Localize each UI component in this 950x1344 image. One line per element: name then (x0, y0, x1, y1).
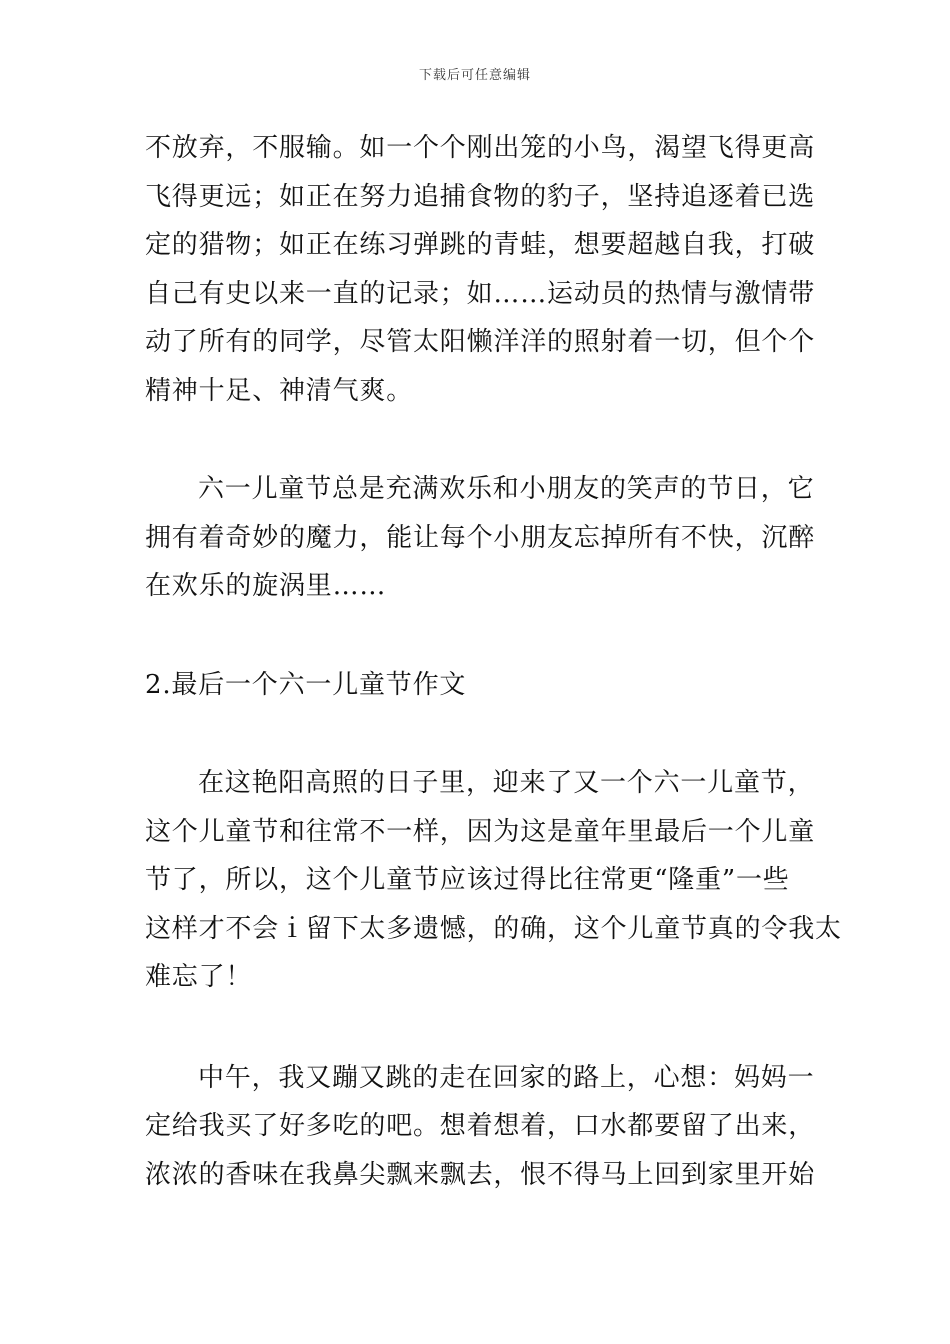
page-header: 下载后可任意编辑 (418, 68, 531, 83)
text-line: 动了所有的同学，尽管太阳懒洋洋的照射着一切，但个个 (145, 327, 816, 357)
text-line: 难忘了！ (145, 962, 253, 992)
text-line: 飞得更远；如正在努力追捕食物的豹子，坚持追逐着已选 (145, 181, 816, 212)
text-line: 不放弃，不服输。如一个个刚出笼的小鸟，渴望飞得更高 (145, 133, 816, 163)
paragraph-spacer (145, 611, 810, 661)
paragraph-4 (145, 1054, 816, 1200)
text-line: 拥有着奇妙的魔力，能让每个小朋友忘掉所有不快，沉醉 (145, 522, 816, 553)
text-line: 自己有史以来一直的记录；如……运动员的热情与激情带 (145, 278, 816, 309)
text-line: 定的猎物；如正在练习弹跳的青蛙，想要超越自我，打破 (145, 230, 816, 260)
text-line: 在这艳阳高照的日子里，迎来了又一个六一儿童节， (198, 768, 815, 798)
text-line: 定给我买了好多吃的吧。想着想着，口水都要留了出来， (145, 1111, 816, 1141)
text-line: 节了，所以，这个儿童节应该过得比往常更“隆重”一些 (145, 865, 790, 895)
text-line: 这个儿童节和往常不一样，因为这是童年里最后一个儿童 (145, 816, 816, 847)
text-line: 在欢乐的旋涡里…… (145, 571, 387, 601)
text-line: 中午，我又蹦又跳的走在回家的路上，心想：妈妈一 (198, 1062, 815, 1093)
heading-text: 2.最后一个六一儿童节作文 (145, 669, 467, 700)
paragraph-2 (145, 465, 816, 611)
text-line: 这样才不会ｉ留下太多遗憾，的确，这个儿童节真的令我太 (145, 913, 842, 944)
paragraph-spacer (145, 1002, 810, 1054)
text-line: 精神十足、神清气爽。 (145, 375, 414, 406)
text-line: 六一儿童节总是充满欢乐和小朋友的笑声的节日，它 (198, 474, 815, 504)
paragraph-spacer (145, 415, 810, 465)
paragraph-1 (145, 124, 816, 415)
document-body (145, 124, 842, 1199)
text-line: 浓浓的香味在我鼻尖飘来飘去，恨不得马上回到家里开始 (145, 1159, 816, 1190)
paragraph-3 (145, 759, 842, 1002)
paragraph-spacer (145, 709, 810, 759)
section-heading (145, 661, 810, 710)
